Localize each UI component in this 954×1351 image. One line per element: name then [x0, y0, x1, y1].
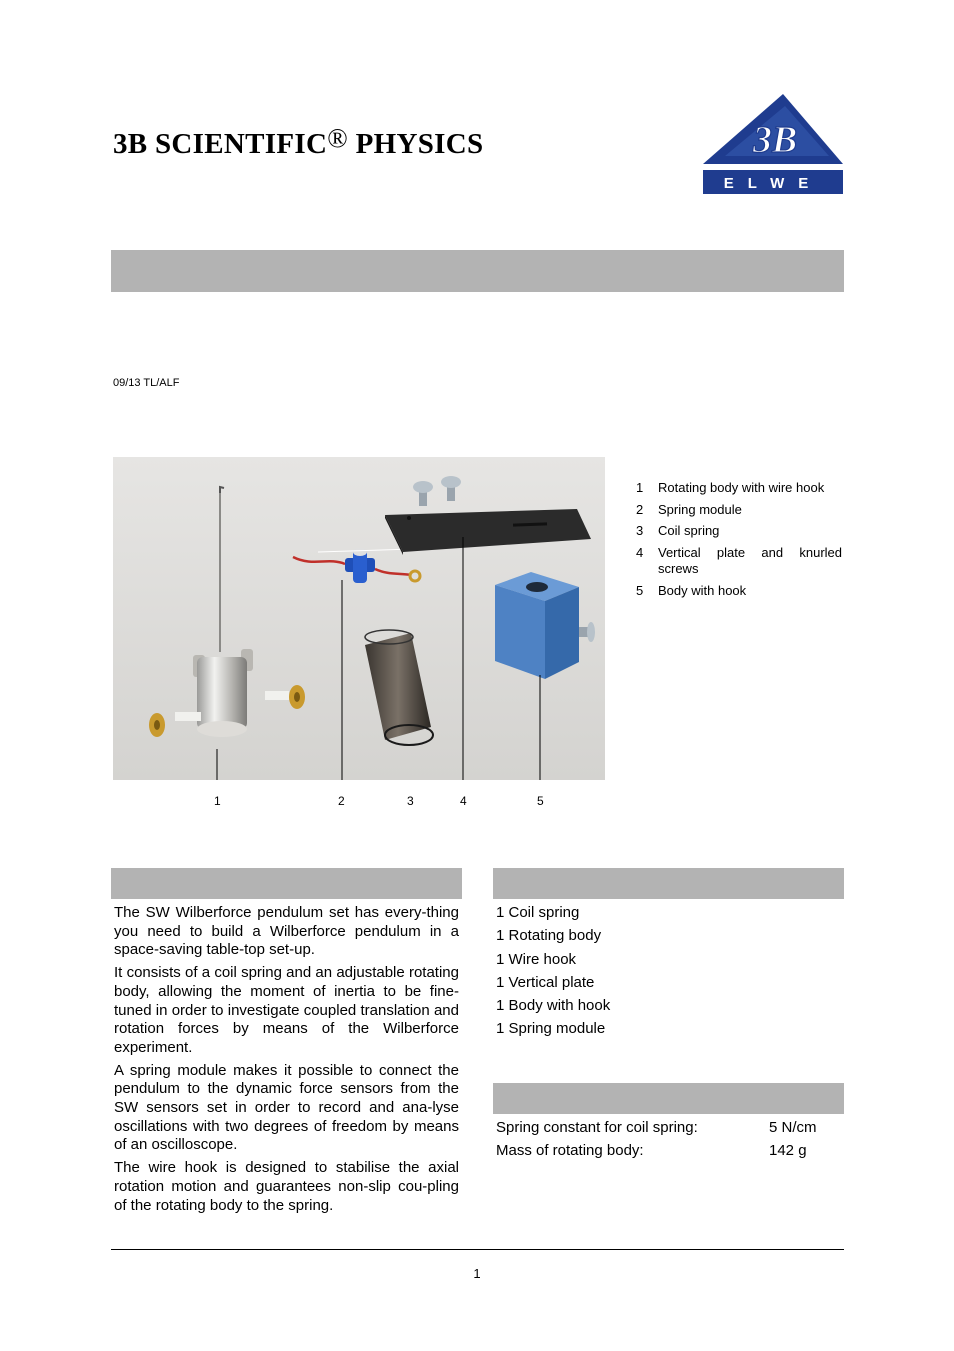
- legend-number: 2: [636, 501, 644, 517]
- description-paragraph: The SW Wilberforce pendulum set has every-thing you need to build a Wilberforce pendulum in a space-saving table-top set-up.: [114, 904, 459, 959]
- legend-text: Rotating body with wire hook: [658, 480, 825, 495]
- brand-title: [113, 123, 484, 161]
- brand-tail: PHYSICS: [348, 128, 484, 160]
- figure-label: 2: [338, 794, 345, 808]
- title-bar: [111, 250, 844, 292]
- description-paragraph: The wire hook is designed to stabilise the axial rotation motion and guarantees non-slip cou-pling of the rotating body to the spring.: [114, 1159, 459, 1214]
- legend-text: Vertical plate and knurled screws: [658, 544, 842, 576]
- description-paragraph: A spring module makes it possible to connect the pendulum to the dynamic force sensors from the SW sensors set in order to record and ana-lyse oscillations with two degrees of freedom by means of an oscilloscope.: [114, 1061, 459, 1154]
- document-code: 09/13 TL/ALF: [113, 377, 180, 389]
- legend-number: 1: [636, 480, 644, 495]
- list-item: 1 Body with hook: [496, 997, 611, 1015]
- legend-number: 3: [636, 523, 644, 538]
- spec-value: 5 N/cm: [769, 1119, 817, 1136]
- legend-item: [636, 502, 842, 519]
- legend-text: Coil spring: [658, 523, 720, 538]
- spec-label: Spring constant for coil spring:: [496, 1119, 698, 1136]
- figure-legend: [636, 480, 842, 604]
- legend-item: [636, 523, 842, 540]
- figure-labels: [113, 780, 605, 820]
- page-number: 1: [473, 1266, 481, 1281]
- legend-text: Spring module: [658, 501, 742, 517]
- description-text: [114, 904, 459, 1219]
- legend-item: [636, 545, 842, 578]
- list-item: 1 Spring module: [496, 1020, 606, 1038]
- product-photo: [113, 457, 605, 780]
- specs-table: [496, 1119, 836, 1165]
- spec-row: [496, 1119, 836, 1142]
- figure-label: 5: [537, 794, 544, 808]
- legend-number: 4: [636, 544, 644, 560]
- legend-text: Body with hook: [658, 582, 747, 598]
- legend-item: [636, 480, 842, 497]
- figure-label: 3: [407, 794, 414, 808]
- footer-rule: [111, 1249, 844, 1250]
- 3b-elwe-logo: [703, 94, 843, 194]
- spec-row: [496, 1142, 836, 1165]
- description-paragraph: It consists of a coil spring and an adjustable rotating body, allowing the moment of inertia to be fine-tuned in order to investigate coupled translation and rotation forces by means of the Wilberforce experiment.: [114, 964, 459, 1056]
- logo-text: 3B: [752, 119, 798, 161]
- figure-label: 4: [460, 794, 467, 808]
- registered-mark: ®: [327, 123, 349, 153]
- brand-main: 3B SCIENTIFIC: [113, 128, 328, 160]
- list-item: 1 Wire hook: [496, 950, 577, 968]
- figure-label: 1: [214, 794, 221, 808]
- legend-number: 5: [636, 582, 644, 598]
- spec-label: Mass of rotating body:: [496, 1142, 644, 1159]
- svg-text:®: ®: [827, 137, 833, 144]
- specs-section-bar: [493, 1083, 844, 1114]
- contents-section-bar: [493, 868, 844, 899]
- spec-value: 142 g: [769, 1142, 807, 1159]
- list-item: 1 Rotating body: [496, 927, 602, 945]
- list-item: 1 Vertical plate: [496, 973, 595, 991]
- logo-subtext: ELWE: [723, 175, 823, 192]
- list-item: 1 Coil spring: [496, 904, 580, 921]
- legend-item: [636, 583, 842, 600]
- description-section-bar: [111, 868, 462, 899]
- contents-list: [496, 903, 610, 1043]
